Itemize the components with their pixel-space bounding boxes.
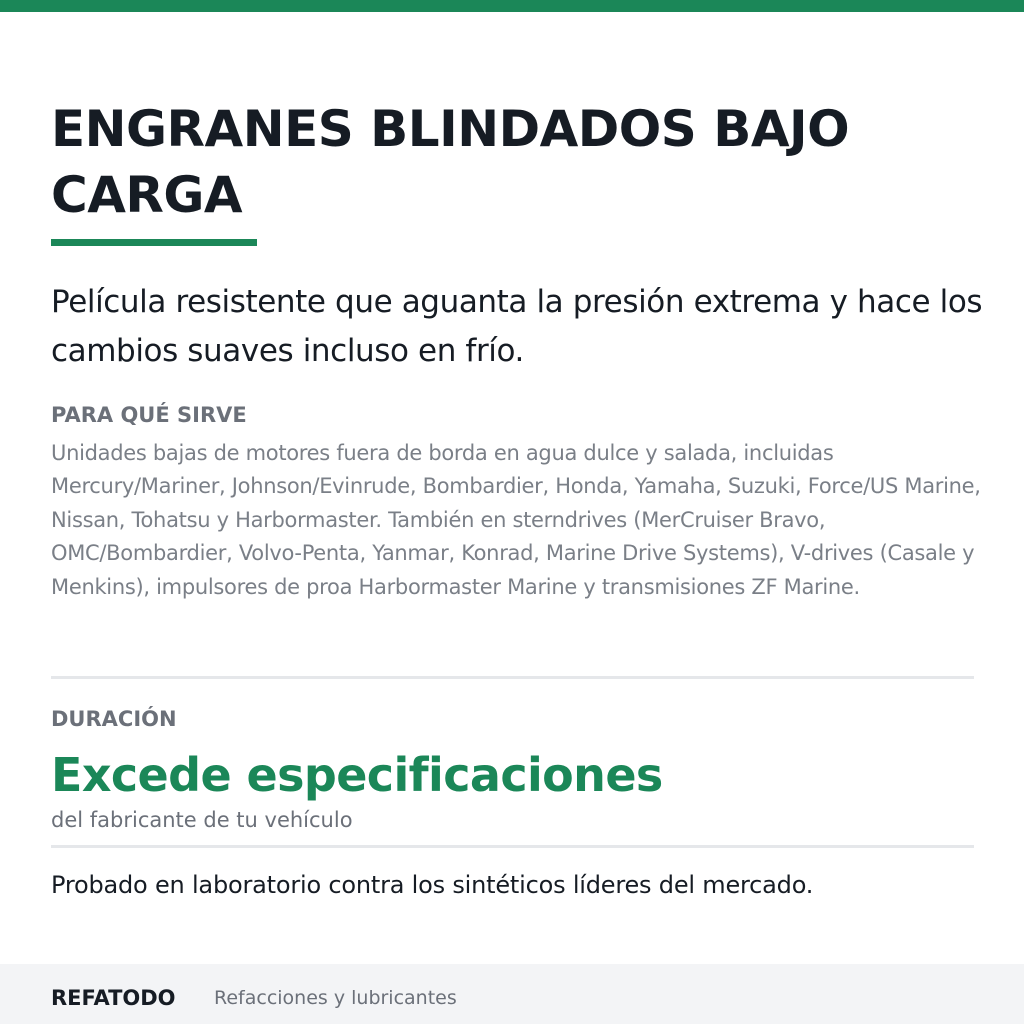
top-accent-bar xyxy=(0,0,1024,12)
duration-subtext: del fabricante de tu vehículo xyxy=(51,808,353,832)
use-section-label: PARA QUÉ SIRVE xyxy=(51,403,247,427)
headline-underline xyxy=(51,239,257,246)
footer-tagline: Refacciones y lubricantes xyxy=(214,987,457,1009)
use-section-body: Unidades bajas de motores fuera de borda en agua dulce y salada, incluidas Mercury/Mariner, Johnson/Evinrude, Bombardier, Honda, Yamaha, Suzuki, Force/US Marine, Nissan, Tohatsu y Harbormaster. También en sterndrives (MerCruiser Bravo, OMC/Bombardier, Volvo-Penta, Yanmar, Konrad, Marine Drive Systems), V-drives (Casale y Menkins), impulsores de proa Harbormaster Marine y transmisiones ZF Marine. xyxy=(51,441,981,599)
divider xyxy=(51,845,974,848)
divider xyxy=(51,676,974,679)
tested-statement: Probado en laboratorio contra los sintéticos líderes del mercado. xyxy=(51,871,814,899)
duration-section-label: DURACIÓN xyxy=(51,707,177,731)
footer-brand: REFATODO xyxy=(51,986,176,1010)
duration-value: Excede especificaciones xyxy=(51,748,663,802)
headline: ENGRANES BLINDADOS BAJO CARGA xyxy=(51,100,850,224)
subheadline: Película resistente que aguanta la presión extrema y hace los cambios suaves incluso en frío. xyxy=(51,284,983,369)
